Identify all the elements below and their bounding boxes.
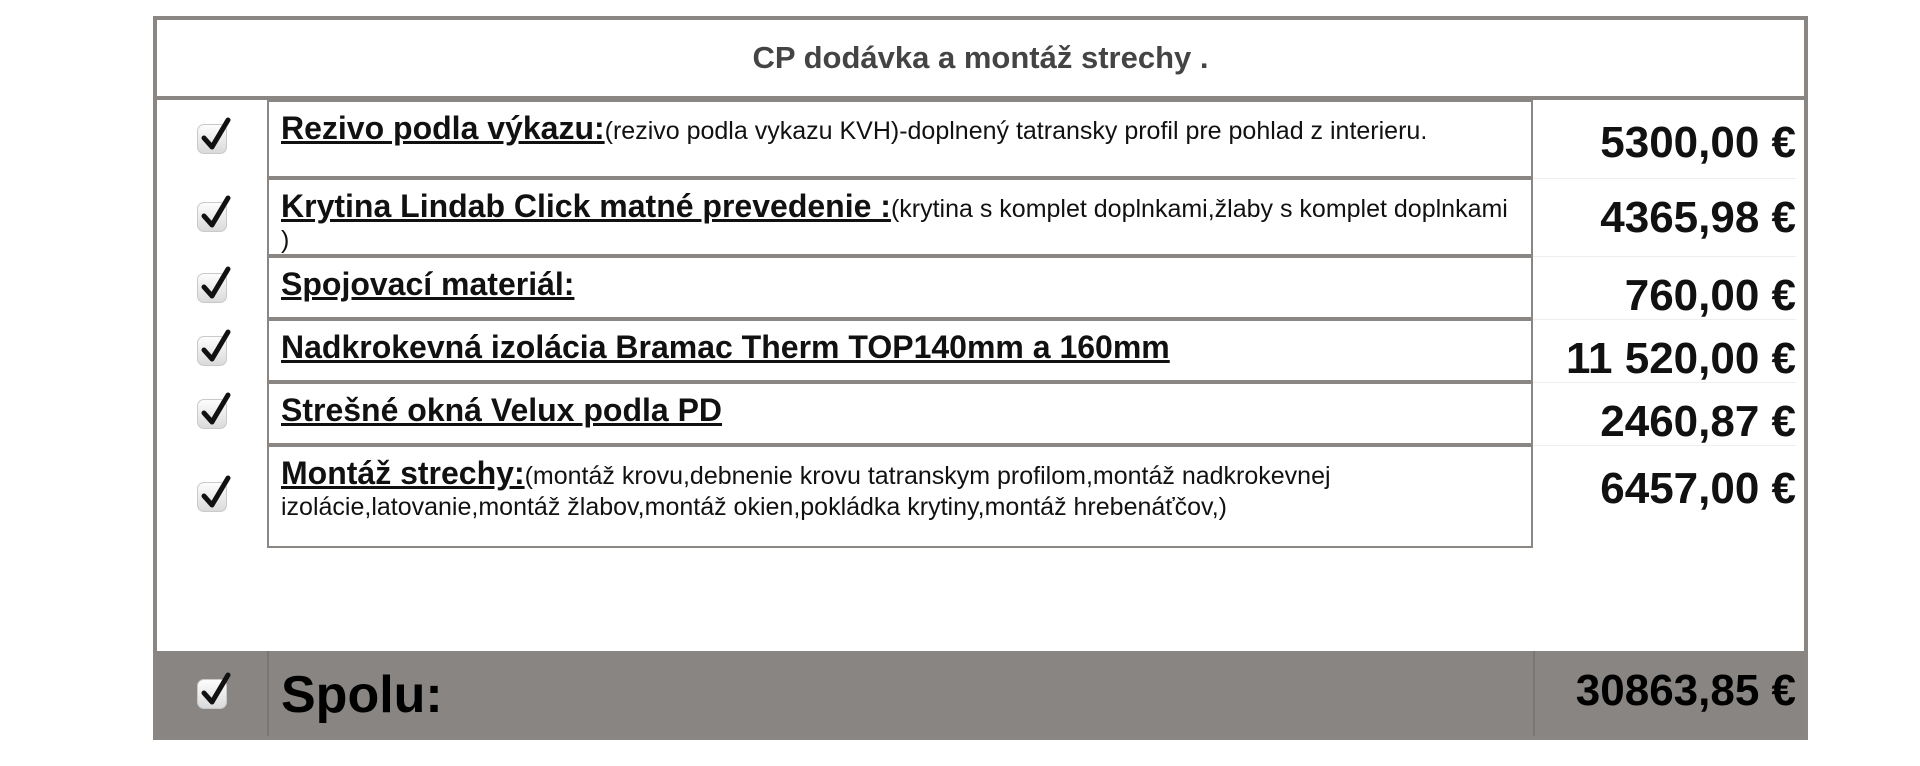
item-description <box>267 178 1533 256</box>
divider <box>1533 651 1535 736</box>
total-label: Spolu: <box>281 666 443 724</box>
checkmark-icon <box>201 671 231 709</box>
item-checkbox[interactable] <box>197 482 227 512</box>
item-detail: (krytina s komplet doplnkami,žlaby s komplet doplnkami ) <box>281 195 1508 254</box>
item-name: Nadkrokevná izolácia Bramac Therm TOP140mm a 160mm <box>281 329 1170 365</box>
item-description <box>267 100 1533 178</box>
item-checkbox[interactable] <box>197 336 227 366</box>
item-name: Spojovací materiál: <box>281 266 575 302</box>
checkmark-icon <box>201 265 231 303</box>
total-value: 30863,85 € <box>1575 666 1796 715</box>
divider <box>267 651 269 736</box>
item-price: 6457,00 € <box>1533 445 1796 548</box>
table-row <box>157 178 1804 256</box>
table-row <box>157 445 1804 548</box>
item-checkbox[interactable] <box>197 124 227 154</box>
item-name: Strešné okná Velux podla PD <box>281 392 723 428</box>
item-price: 2460,87 € <box>1533 382 1796 445</box>
item-detail: (montáž krovu,debnenie krovu tatranskym profilom,montáž nadkrokevnej izolácie,latovanie,montáž žlabov,montáž okien,pokládka krytiny,montáž hrebenáťčov,) <box>281 462 1331 521</box>
item-price: 760,00 € <box>1533 256 1796 319</box>
checkmark-icon <box>201 116 231 154</box>
offer-title: CP dodávka a montáž strechy . <box>157 20 1804 100</box>
total-row <box>157 651 1804 736</box>
item-price: 4365,98 € <box>1533 178 1796 256</box>
price-offer-table <box>153 16 1808 740</box>
item-description <box>267 256 1533 319</box>
table-row <box>157 319 1804 382</box>
item-description <box>267 445 1533 548</box>
item-name: Rezivo podla výkazu: <box>281 110 605 146</box>
item-description <box>267 319 1533 382</box>
item-checkbox[interactable] <box>197 399 227 429</box>
checkmark-icon <box>201 194 231 232</box>
item-description <box>267 382 1533 445</box>
checkmark-icon <box>201 474 231 512</box>
item-price: 5300,00 € <box>1600 118 1796 167</box>
item-price: 11 520,00 € <box>1533 319 1796 382</box>
item-checkbox[interactable] <box>197 202 227 232</box>
checkmark-icon <box>201 328 231 366</box>
item-name: Montáž strechy: <box>281 455 525 491</box>
table-row <box>157 256 1804 319</box>
item-name: Krytina Lindab Click matné prevedenie : <box>281 188 891 224</box>
total-checkbox[interactable] <box>197 679 227 709</box>
table-row <box>157 382 1804 445</box>
checkmark-icon <box>201 391 231 429</box>
table-row <box>157 100 1804 178</box>
item-detail: (rezivo podla vykazu KVH)-doplnený tatransky profil pre pohlad z interieru. <box>604 117 1428 145</box>
item-checkbox[interactable] <box>197 273 227 303</box>
